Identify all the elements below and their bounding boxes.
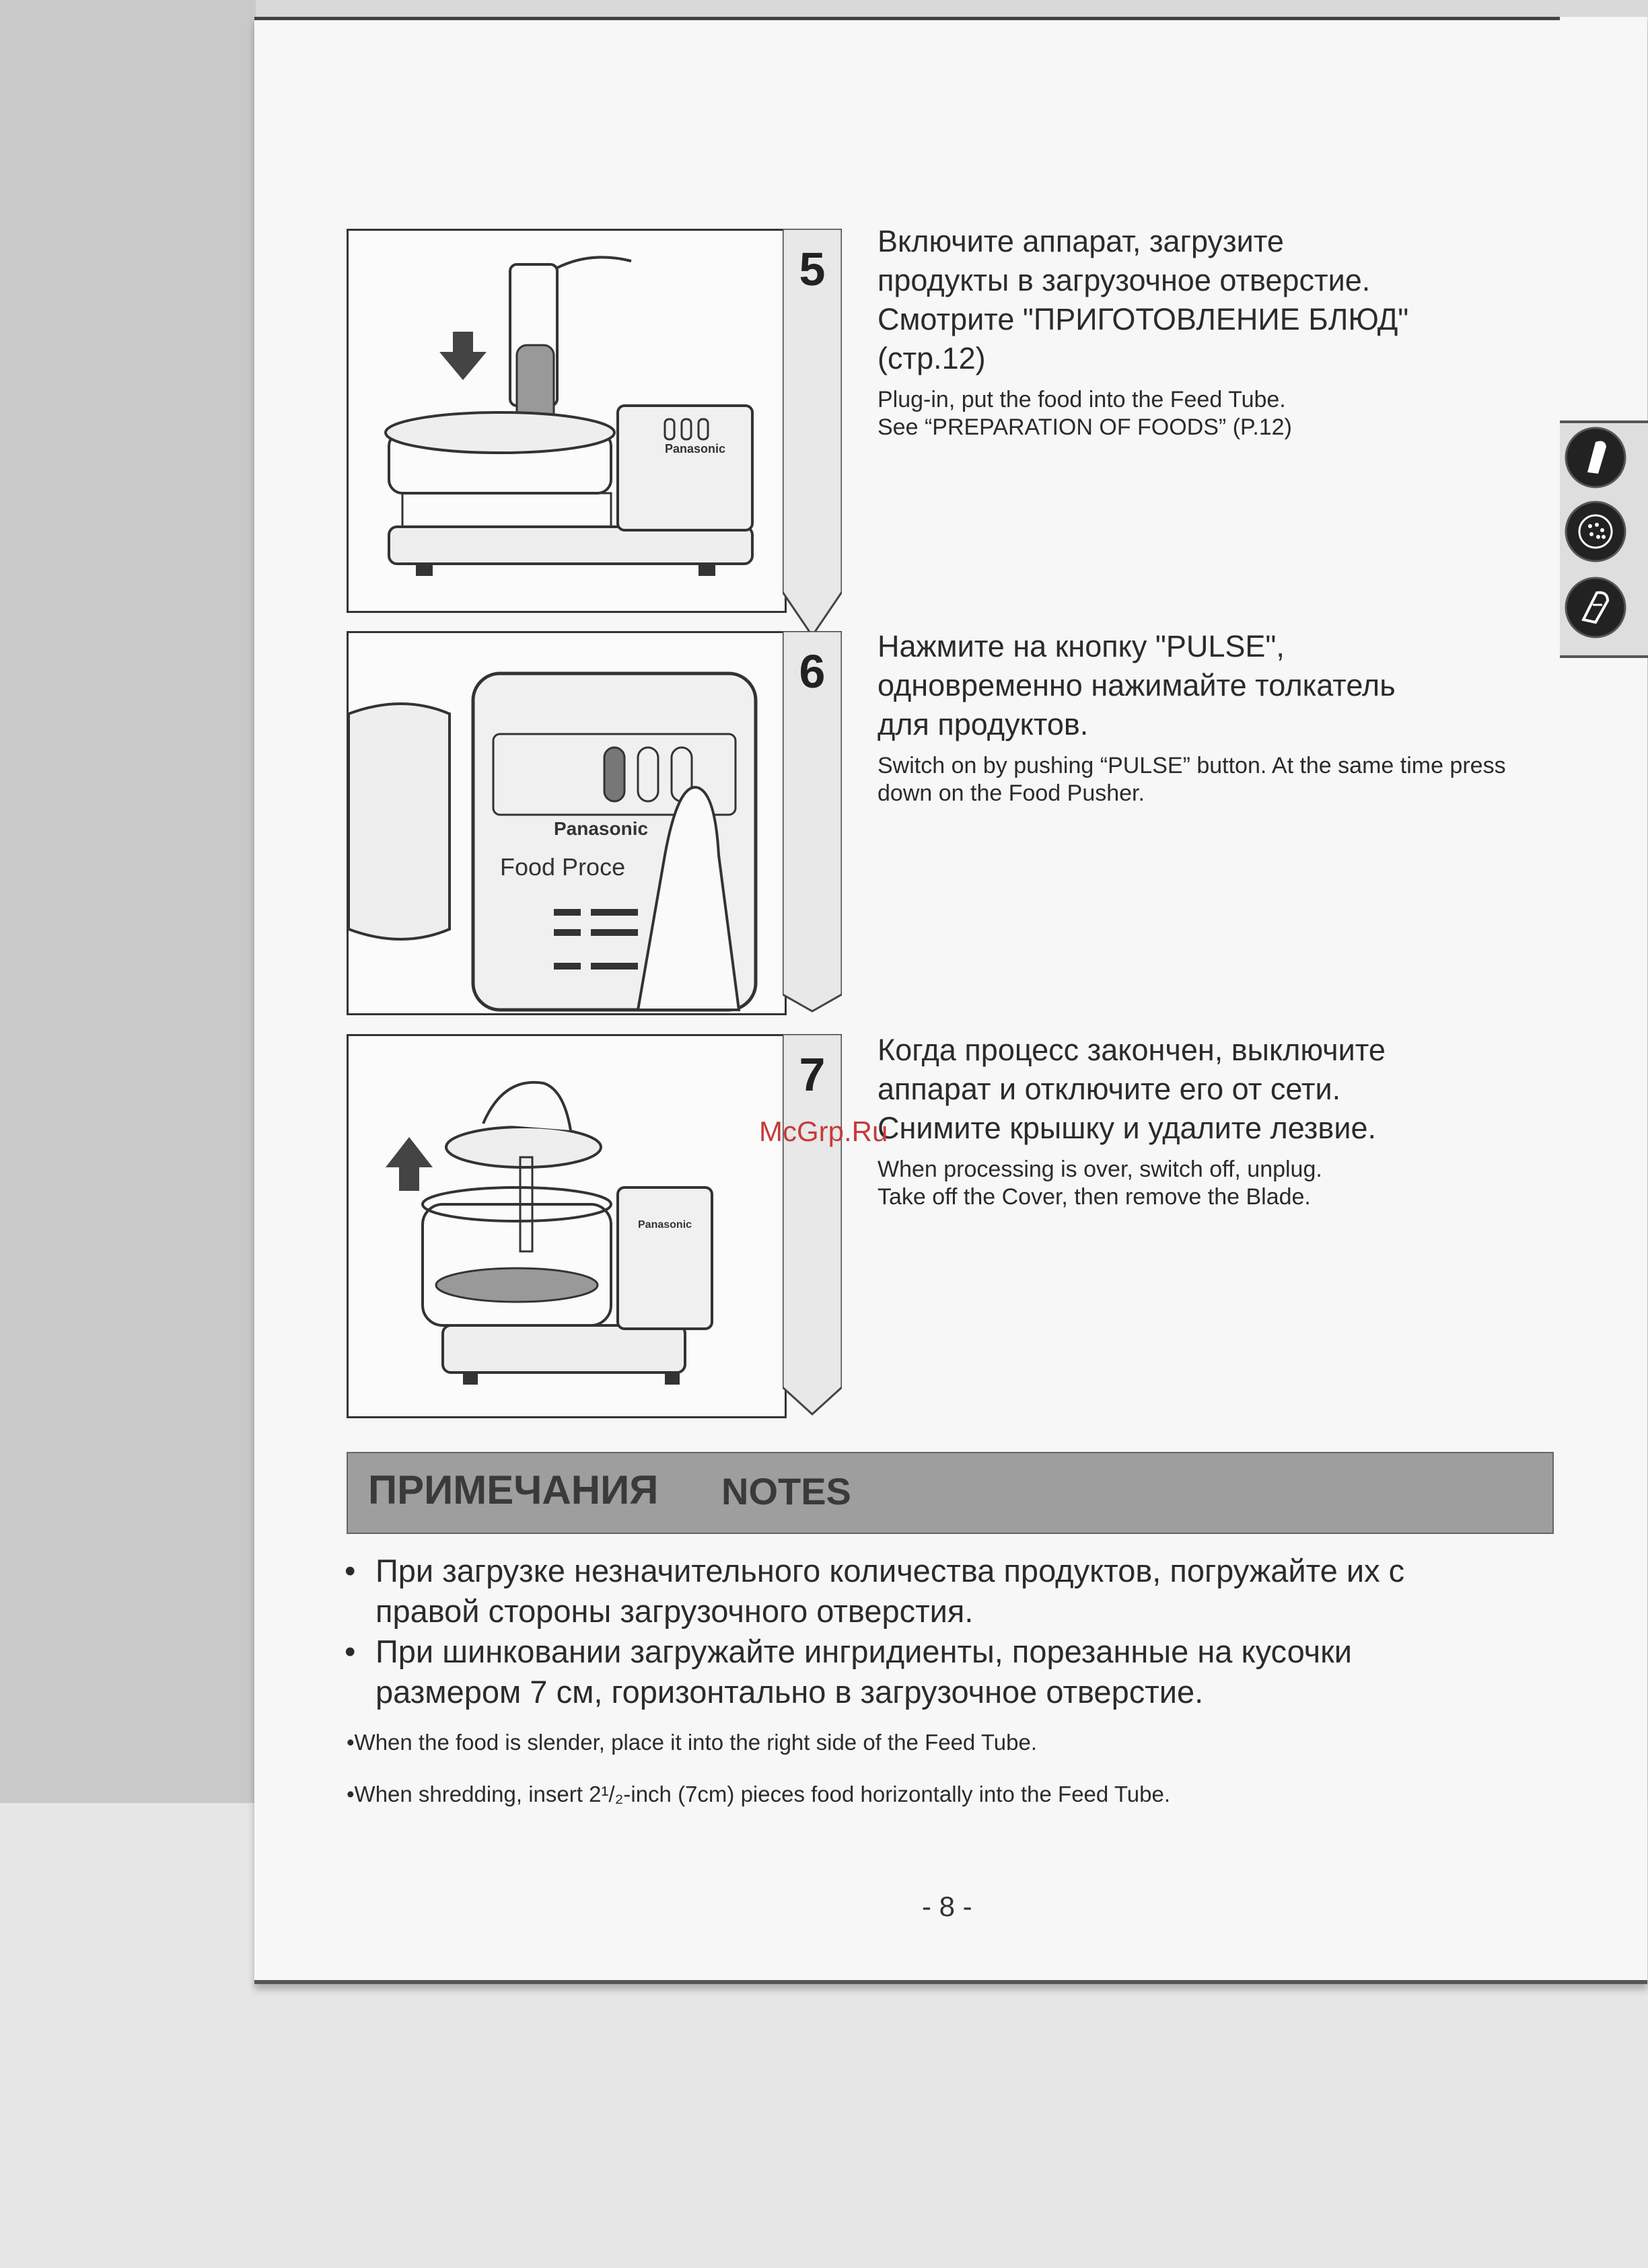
pulse-button-illustration (349, 633, 785, 1013)
notes-header-bar (347, 1452, 1554, 1534)
step-6-tab (783, 631, 842, 1048)
step-6-ru-line-2: одновременно нажимайте толкатель (877, 668, 1396, 702)
step-5-en-line-1: Plug-in, put the food into the Feed Tube. (877, 387, 1286, 412)
step-7-illustration (347, 1034, 787, 1418)
step-5-ru-line-1: Включите аппарат, загрузите (877, 224, 1284, 258)
food-processor-feed-illustration (349, 231, 785, 611)
step-7-ru-line-2: аппарат и отключите его от сети. (877, 1072, 1341, 1106)
page-number: - 8 - (922, 1891, 972, 1922)
shredding-disc-icon (1563, 499, 1628, 564)
step-7-ru-line-3: Снимите крышку и удалите лезвие. (877, 1111, 1377, 1145)
step-5-ru-line-2: продукты в загрузочное отверстие. (877, 263, 1371, 297)
note-ru-item-1-line-1: • При загрузке незначительного количества продуктов, погружайте их с (375, 1553, 1405, 1588)
figure-brand-label: Panasonic (665, 442, 726, 455)
step-5-illustration (347, 229, 787, 613)
step-6-illustration (347, 631, 787, 1015)
scan-background (0, 0, 256, 1803)
up-arrow-icon (386, 1137, 433, 1191)
step-7-ru-line-1: Когда процесс закончен, выключите (877, 1033, 1386, 1067)
step-6-text (877, 627, 1550, 807)
step-7-tab (783, 1034, 842, 1451)
step-5-en-line-2: See “PREPARATION OF FOODS” (P.12) (877, 414, 1292, 440)
step-5-ru-line-3: Смотрите "ПРИГОТОВЛЕНИЕ БЛЮД" (877, 302, 1409, 336)
step-number: 7 (799, 1048, 826, 1101)
step-number: 6 (799, 645, 826, 698)
step-5-en-text (877, 386, 1550, 441)
step-5-text (877, 222, 1550, 441)
slicing-disc-icon (1563, 575, 1628, 640)
step-number: 5 (799, 243, 826, 295)
step-7-en-text (877, 1156, 1550, 1211)
note-ru-item-1-line-2: правой стороны загрузочного отверстия. (375, 1593, 974, 1629)
step-6-en-line-1: Switch on by pushing “PULSE” button. At the same time press (877, 753, 1506, 778)
remove-blade-illustration (349, 1036, 785, 1416)
step-6-en-text (877, 752, 1550, 807)
note-ru-item-2 (342, 1632, 1526, 1712)
notes-title-en: NOTES (721, 1470, 851, 1512)
note-en-item-1: •When the food is slender, place it into the right side of the Feed Tube. (347, 1730, 1038, 1755)
step-6-ru-line-3: для продуктов. (877, 707, 1089, 741)
blade-icon (1563, 425, 1628, 490)
step-5-tab (783, 229, 842, 646)
note-en-item-2: •When shredding, insert 2¹/₂-inch (7cm) pieces food horizontally into the Feed Tube. (347, 1782, 1170, 1806)
note-ru-item-2-line-2: размером 7 см, горизонтально в загрузочное отверстие. (375, 1674, 1204, 1710)
step-5-ru-line-4: (стр.12) (877, 341, 986, 375)
top-rule (254, 17, 1560, 20)
notes-en-list (347, 1729, 1531, 1833)
step-7-en-line-1: When processing is over, switch off, unplug. (877, 1157, 1322, 1182)
note-ru-item-2-line-1: • При шинковании загружайте ингридиенты, порезанные на кусочки (375, 1634, 1352, 1669)
down-arrow-icon (439, 332, 487, 380)
figure-product-label: Food Proce (500, 853, 626, 881)
step-7-en-line-2: Take off the Cover, then remove the Blade. (877, 1184, 1311, 1210)
notes-ru-list (342, 1551, 1526, 1712)
note-ru-item-1 (342, 1551, 1526, 1632)
step-6-ru-line-1: Нажмите на кнопку "PULSE", (877, 629, 1285, 663)
watermark: McGrp.Ru (759, 1115, 888, 1147)
figure-brand-label: Panasonic (638, 1219, 692, 1231)
notes-title-ru: ПРИМЕЧАНИЯ (368, 1467, 659, 1512)
step-7-text (877, 1031, 1550, 1211)
figure-brand-label: Panasonic (554, 818, 649, 839)
step-6-en-line-2: down on the Food Pusher. (877, 780, 1145, 806)
